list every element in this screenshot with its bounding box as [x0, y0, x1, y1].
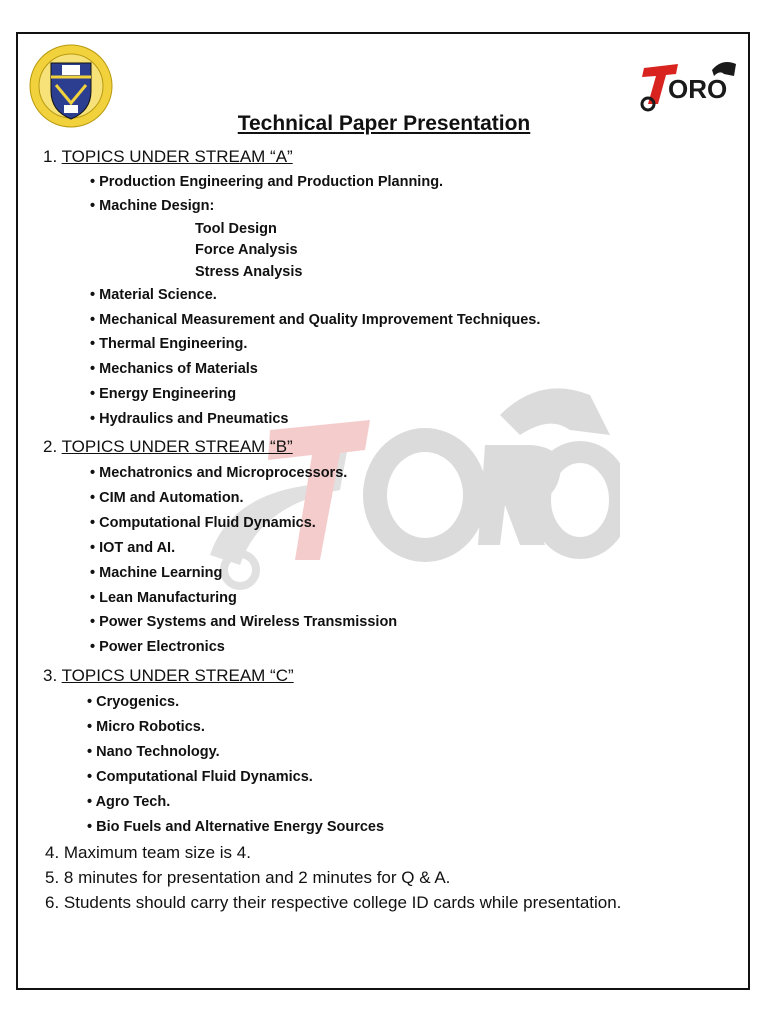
list-item: • Mechanical Measurement and Quality Improvement Techniques. — [90, 312, 540, 328]
svg-text:ORO: ORO — [668, 74, 728, 104]
list-item: • Machine Learning — [90, 565, 222, 581]
list-item: • Energy Engineering — [90, 386, 236, 402]
stream-heading-text: TOPICS UNDER STREAM “B” — [61, 437, 293, 456]
rule-item: 5. 8 minutes for presentation and 2 minutes for Q & A. — [45, 868, 451, 887]
list-item: • Cryogenics. — [87, 694, 179, 710]
sub-item: Stress Analysis — [195, 264, 303, 280]
list-item: • Thermal Engineering. — [90, 336, 247, 352]
list-item: • Machine Design: — [90, 198, 214, 214]
stream-c-heading — [43, 666, 294, 686]
page-title: Technical Paper Presentation — [237, 112, 531, 135]
stream-b-heading — [43, 437, 293, 457]
list-item: • Computational Fluid Dynamics. — [90, 515, 316, 531]
list-item: • Lean Manufacturing — [90, 590, 237, 606]
toro-watermark-icon — [200, 375, 620, 605]
sub-item: Force Analysis — [195, 242, 298, 258]
stream-number: 3. — [43, 666, 58, 685]
list-item: • IOT and AI. — [90, 540, 175, 556]
rule-item: 6. Students should carry their respective college ID cards while presentation. — [45, 893, 622, 912]
rule-item: 4. Maximum team size is 4. — [45, 843, 251, 862]
list-item: • Nano Technology. — [87, 744, 220, 760]
list-item: • Hydraulics and Pneumatics — [90, 411, 288, 427]
list-item: • Power Systems and Wireless Transmission — [90, 614, 397, 630]
toro-logo-icon — [638, 52, 738, 114]
list-item: • Micro Robotics. — [87, 719, 205, 735]
list-item: • Computational Fluid Dynamics. — [87, 769, 313, 785]
stream-heading-text: TOPICS UNDER STREAM “A” — [61, 147, 293, 166]
list-item: • Agro Tech. — [87, 794, 170, 810]
list-item: • Material Science. — [90, 287, 217, 303]
stream-a-heading — [43, 147, 293, 167]
list-item: • Mechatronics and Microprocessors. — [90, 465, 347, 481]
sub-item: Tool Design — [195, 221, 277, 237]
list-item: • Production Engineering and Production Planning. — [90, 174, 443, 190]
list-item: • Bio Fuels and Alternative Energy Sources — [87, 819, 384, 835]
stream-number: 2. — [43, 437, 58, 456]
stream-heading-text: TOPICS UNDER STREAM “C” — [61, 666, 294, 685]
stream-number: 1. — [43, 147, 58, 166]
list-item: • CIM and Automation. — [90, 490, 244, 506]
list-item: • Mechanics of Materials — [90, 361, 258, 377]
list-item: • Power Electronics — [90, 639, 225, 655]
